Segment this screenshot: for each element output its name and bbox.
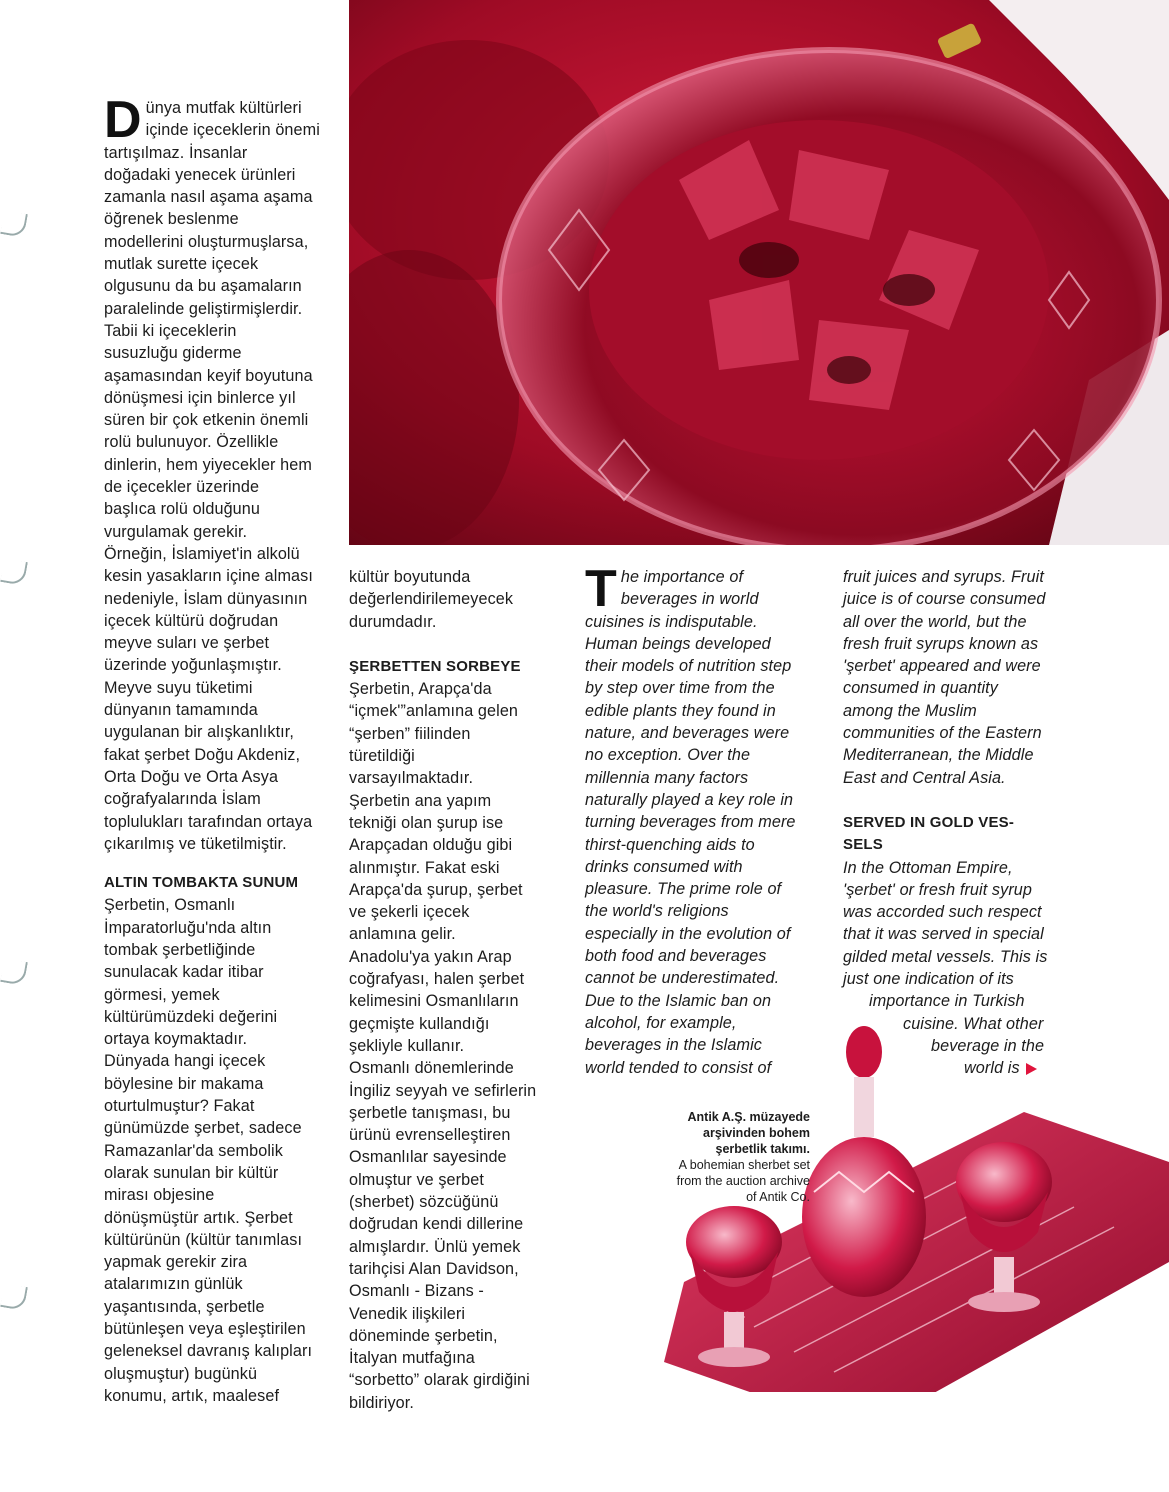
text-line: olgusunu da bu aşamaların xyxy=(104,277,302,296)
text-line: görmesi, yemek xyxy=(104,985,220,1004)
text-line: türetildiği xyxy=(349,747,415,766)
text-line: mutlak surette içecek xyxy=(104,255,259,274)
text-line: cannot be underestimated. xyxy=(585,969,780,988)
section-heading: ŞERBETTEN SORBEYE xyxy=(349,657,521,675)
text-line: “içmek'”anlamına gelen xyxy=(349,702,519,721)
text-line: (sherbet) sözcüğünü xyxy=(349,1193,499,1212)
text-line: vurgulamak gerekir. xyxy=(104,522,248,541)
text-line: the world's religions xyxy=(585,902,729,921)
col4-intro xyxy=(843,566,1073,789)
text-line: İmparatorluğu'nda altın xyxy=(104,918,272,937)
text-line: doğrudan kendi dillerine xyxy=(349,1215,524,1234)
text-line: şerbetle tanışması, bu xyxy=(349,1103,511,1122)
column-turkish-2 xyxy=(349,566,564,1414)
text-line: İngiliz seyyah ve sefirlerin xyxy=(349,1081,537,1100)
text-line: modellerini oluşturmuşlarsa, xyxy=(104,232,309,251)
heading-line: SERVED IN GOLD VES- xyxy=(843,813,1015,831)
text-line: susuzluğu giderme xyxy=(104,344,242,363)
text-line: kültürümüzdeki değerini xyxy=(104,1007,278,1026)
text-line: geçmişte kullandığı xyxy=(349,1014,490,1033)
text-fragment: world is xyxy=(964,1059,1020,1078)
text-line: cuisines is indisputable. xyxy=(585,612,758,631)
text-line: Şerbetin, Osmanlı xyxy=(104,896,236,915)
text-line: olmuştur ve şerbet xyxy=(349,1170,484,1189)
text-line: sunulacak kadar itibar xyxy=(104,963,264,982)
text-line: dönüşmesi için binlerce yıl xyxy=(104,388,296,407)
text-line: çıkarılmış ve tüketilmiştir. xyxy=(104,834,287,853)
text-line: In the Ottoman Empire, xyxy=(843,858,1013,877)
text-line: thirst-quenching aids to xyxy=(585,835,755,854)
text-line: kültürünün (kültür tanımlası xyxy=(104,1230,303,1249)
text-line: ortaya koymaktadır. xyxy=(104,1030,248,1049)
text-line: especially in the evolution of xyxy=(585,924,791,943)
text-line: oturtulmuştur? Fakat xyxy=(104,1097,255,1116)
text-line: Orta Doğu ve Orta Asya xyxy=(104,767,279,786)
text-line: millennia many factors xyxy=(585,768,749,787)
text-line: aşamasından keyif boyutuna xyxy=(104,366,313,385)
text-line: alcohol, for example, xyxy=(585,1013,737,1032)
column-turkish-1 xyxy=(104,91,334,1407)
text-line: Örneğin, İslamiyet'in alkolü xyxy=(104,544,300,563)
text-line: nature, and beverages were xyxy=(585,724,790,743)
text-line: Anadolu'ya yakın Arap xyxy=(349,947,512,966)
text-line: döneminde şerbetin, xyxy=(349,1326,498,1345)
column-english-2 xyxy=(843,566,1073,1080)
text-line: turning beverages from mere xyxy=(585,813,796,832)
sherbet-set-photo xyxy=(664,1022,1169,1392)
text-line: consumed in quantity xyxy=(843,679,998,698)
text-line: Şerbetin, Arapça'da xyxy=(349,680,492,699)
text-line: all over the world, but the xyxy=(843,612,1027,631)
text-line: içinde içeceklerin önemi xyxy=(145,121,320,140)
text-line: anlamına gelir. xyxy=(349,925,456,944)
text-line: beverages in world xyxy=(620,590,759,609)
text-line: doğadaki yenecek ürünleri xyxy=(104,165,296,184)
text-line: East and Central Asia. xyxy=(843,768,1006,787)
text-line: böylesine bir makama xyxy=(104,1074,264,1093)
text-line: öğrenek beslenme xyxy=(104,210,239,229)
text-line: Dünyada hangi içecek xyxy=(104,1052,266,1071)
text-line: şekliyle kullanır. xyxy=(349,1036,465,1055)
text-line: Arapça'da şurup, şerbet xyxy=(349,880,523,899)
binder-hole-3 xyxy=(0,958,28,986)
caption-line-en: A bohemian sherbet set xyxy=(678,1158,810,1172)
text-line: cuisine. What other xyxy=(903,1014,1044,1033)
caption-line-en: from the auction archive xyxy=(676,1174,810,1188)
col2-body xyxy=(349,678,564,1414)
text-line: coğrafyalarında İslam xyxy=(104,790,261,809)
text-line: Osmanlı dönemlerinde xyxy=(349,1059,514,1078)
text-line: konumu, artık, maalesef xyxy=(104,1386,280,1405)
text-line: “sorbetto” olarak girdiğini xyxy=(349,1371,530,1390)
binder-hole-2 xyxy=(0,558,28,586)
heading-line: SELS xyxy=(843,836,883,854)
text-line: just one indication of its xyxy=(843,970,1014,989)
text-line: kesin yasakların içine alması xyxy=(104,567,313,586)
text-line: coğrafyası, halen şerbet xyxy=(349,970,525,989)
text-line: yapmak gerekir zira xyxy=(104,1253,248,1272)
text-line: fresh fruit syrups known as xyxy=(843,634,1039,653)
column-english-1 xyxy=(585,560,815,1079)
binder-hole-4 xyxy=(0,1283,28,1311)
dropcap-t: T xyxy=(585,560,617,618)
text-line: Human beings developed xyxy=(585,634,771,653)
text-line: uygulanan bir alışkanlıktır, xyxy=(104,723,294,742)
text-line: günümüzde şerbet, sadece xyxy=(104,1119,302,1138)
text-line: fruit juices and syrups. Fruit xyxy=(843,568,1044,586)
text-line: 'şerbet' appeared and were xyxy=(843,657,1041,676)
text-line: Arapçadan olduğu gibi xyxy=(349,836,513,855)
section-heading xyxy=(843,812,1073,857)
text-line: dönüşmüştür artık. Şerbet xyxy=(104,1208,293,1227)
text-line: tartışılmaz. İnsanlar xyxy=(104,143,248,162)
text-line: kültür boyutunda xyxy=(349,568,471,586)
text-line: toplulukları tarafından ortaya xyxy=(104,812,313,831)
col1-intro xyxy=(104,91,334,855)
text-line: alınmıştır. Fakat eski xyxy=(349,858,500,877)
text-line: importance in Turkish xyxy=(869,992,1025,1011)
text-line: gilded metal vessels. This is xyxy=(843,947,1048,966)
text-line: Tabii ki içeceklerin xyxy=(104,321,237,340)
text-line: beverages in the Islamic xyxy=(585,1036,762,1055)
text-line: “şerben” fiilinden xyxy=(349,724,471,743)
text-line: Mediterranean, the Middle xyxy=(843,746,1034,765)
text-line: yaşantısında, şerbetle xyxy=(104,1297,265,1316)
text-line: beverage in the xyxy=(931,1036,1045,1055)
text-line: zamanla nasıl aşama aşama xyxy=(104,188,313,207)
binder-hole-1 xyxy=(0,210,28,238)
photo-caption xyxy=(640,1109,810,1205)
text-line: naturally played a key role in xyxy=(585,790,794,809)
rose-jam-photo xyxy=(349,0,1169,545)
text-line: kelimesini Osmanlıların xyxy=(349,992,519,1011)
text-line: Venedik ilişkileri xyxy=(349,1304,466,1323)
text-line: durumdadır. xyxy=(349,612,437,631)
text-line: among the Muslim xyxy=(843,701,977,720)
text-line: süren bir çok etkenin önemli xyxy=(104,411,309,430)
text-line: atalarımızın günlük xyxy=(104,1275,243,1294)
text-line: bildiriyor. xyxy=(349,1393,414,1412)
text-line: ürünü evrenselleştiren xyxy=(349,1126,511,1145)
text-line: by step over time from the xyxy=(585,679,775,698)
col1-body xyxy=(104,894,334,1407)
text-line: Osmanlılar sayesinde xyxy=(349,1148,507,1167)
text-line: almışlardır. Ünlü yemek xyxy=(349,1237,521,1256)
text-line: oluşmuştur) bugünkü xyxy=(104,1364,258,1383)
text-line: fakat şerbet Doğu Akdeniz, xyxy=(104,745,301,764)
text-line: olarak sunulan bir kültür xyxy=(104,1163,279,1182)
text-line: içecek kültürü doğrudan xyxy=(104,611,279,630)
text-line: rolü bulunuyor. Özellikle xyxy=(104,433,279,452)
text-line: dünyanın tamamında xyxy=(104,701,258,720)
col2-intro xyxy=(349,566,564,633)
text-line: ünya mutfak kültürleri xyxy=(145,99,302,117)
text-line: ve şekerli içecek xyxy=(349,903,470,922)
text-line: bütünleşen veya eşleştirilen xyxy=(104,1320,306,1339)
text-line: world tended to consist of xyxy=(585,1058,772,1077)
section-heading: ALTIN TOMBAKTA SUNUM xyxy=(104,874,299,892)
text-line: tarihçisi Alan Davidson, xyxy=(349,1259,519,1278)
text-line: üzerinde yoğunlaşmıştır. xyxy=(104,656,282,675)
text-line: mirası objesine xyxy=(104,1186,215,1205)
caption-line-tr: Antik A.Ş. müzayede xyxy=(687,1110,810,1124)
text-line: nedeniyle, İslam dünyasının xyxy=(104,589,308,608)
text-line: Osmanlı - Bizans - xyxy=(349,1282,484,1301)
text-line: Meyve suyu tüketimi xyxy=(104,678,253,697)
caption-line-tr: arşivinden bohem xyxy=(703,1126,810,1140)
text-line: pleasure. The prime role of xyxy=(585,880,782,899)
text-line: varsayılmaktadır. xyxy=(349,769,474,788)
text-line: no exception. Over the xyxy=(585,746,751,765)
text-line: geleneksel davranış kalıpları xyxy=(104,1342,313,1361)
text-line: değerlendirilemeyecek xyxy=(349,590,514,609)
text-line: de içecekler üzerinde xyxy=(104,478,260,497)
text-line: paralelinde geliştirmişlerdir. xyxy=(104,299,303,318)
text-line: juice is of course consumed xyxy=(843,590,1046,609)
text-line: Due to the Islamic ban on xyxy=(585,991,772,1010)
text-line: that it was served in special xyxy=(843,925,1044,944)
text-line: Şerbetin ana yapım xyxy=(349,791,492,810)
caption-line-en: of Antik Co. xyxy=(746,1190,810,1204)
text-line: 'şerbet' or fresh fruit syrup xyxy=(843,880,1033,899)
text-line: Ramazanlar'da sembolik xyxy=(104,1141,283,1160)
text-line: dinlerin, hem yiyecekler hem xyxy=(104,455,312,474)
text-line: tekniği olan şurup ise xyxy=(349,813,504,832)
caption-line-tr: şerbetlik takımı. xyxy=(715,1142,810,1156)
text-line: başlıca rolü olduğunu xyxy=(104,500,260,519)
text-line: he importance of xyxy=(620,568,744,586)
text-line: their models of nutrition step xyxy=(585,657,792,676)
text-line: İtalyan mutfağına xyxy=(349,1349,475,1368)
text-line: was accorded such respect xyxy=(843,903,1042,922)
dropcap-d: D xyxy=(104,91,142,149)
text-line: drinks consumed with xyxy=(585,857,743,876)
text-line: both food and beverages xyxy=(585,947,767,966)
text-line: tombak şerbetliğinde xyxy=(104,940,256,959)
text-line: edible plants they found in xyxy=(585,701,776,720)
text-line: meyve suları ve şerbet xyxy=(104,634,270,653)
text-line: communities of the Eastern xyxy=(843,724,1042,743)
